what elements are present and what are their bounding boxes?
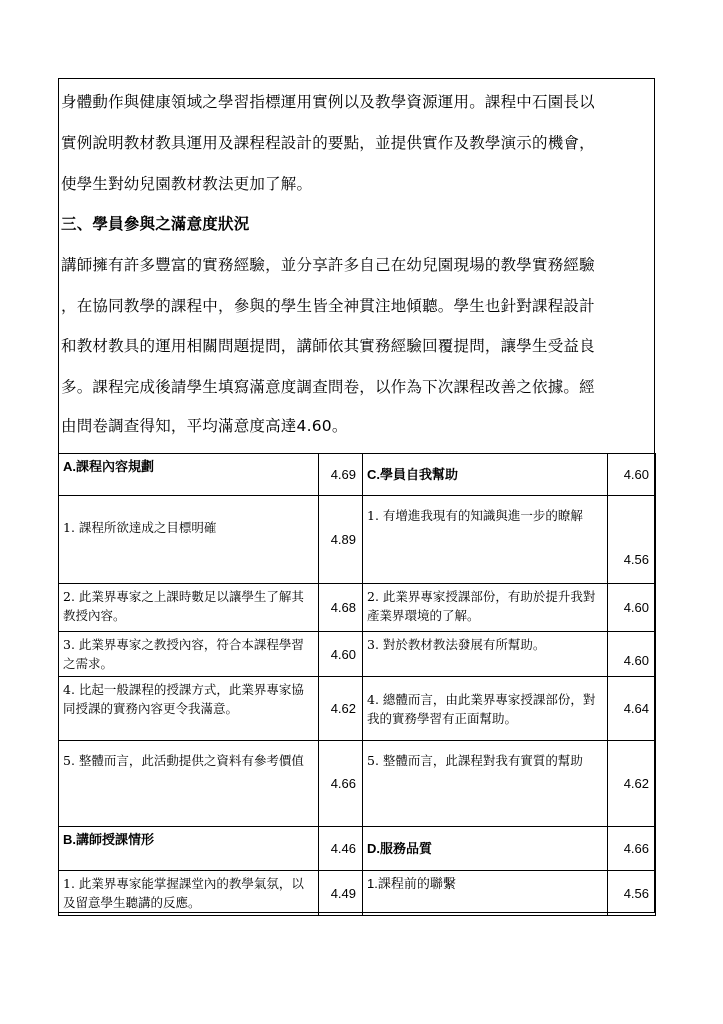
item-b1-score: 4.49 — [319, 871, 363, 916]
paragraph1-line1: 身體動作與健康領域之學習指標運用實例以及教學資源運用。課程中石園長以 — [61, 93, 595, 111]
paragraph1-line2: 實例說明教材教具運用及課程程設計的要點，並提供實作及教學演示的機會， — [61, 134, 595, 152]
item-c1-text: 1. 有增進我現有的知識與進一步的瞭解 — [363, 496, 608, 584]
item-a3-text: 3. 此業界專家之教授內容，符合本課程學習之需求。 — [59, 632, 319, 677]
category-a-score: 4.69 — [319, 454, 363, 496]
category-c-label: C.學員自我幫助 — [363, 454, 608, 496]
item-a5-text: 5. 整體而言，此活動提供之資料有參考價值 — [59, 741, 319, 827]
item-d1-text: 1.課程前的聯繫 — [363, 871, 608, 916]
item-d1-score: 4.56 — [608, 871, 656, 916]
paragraph2-line5: 由問卷調查得知，平均滿意度高達4.60。 — [61, 417, 348, 435]
paragraph2-line3: 和教材教具的運用相關問題提問，講師依其實務經驗回覆提問，讓學生受益良 — [61, 337, 595, 355]
category-d-label: D.服務品質 — [363, 827, 608, 871]
item-a5-score: 4.66 — [319, 741, 363, 827]
item-c2-score: 4.60 — [608, 584, 656, 632]
paragraph2-line1: 講師擁有許多豐富的實務經驗，並分享許多自己在幼兒園現場的教學實務經驗 — [61, 256, 595, 274]
paragraph2-line2: ，在協同教學的課程中，參與的學生皆全神貫注地傾聽。學生也針對課程設計 — [61, 297, 595, 315]
item-c3-score: 4.60 — [608, 632, 656, 677]
item-c3-text: 3. 對於教材教法發展有所幫助。 — [363, 632, 608, 677]
section-title: 三、學員參與之滿意度狀況 — [61, 215, 250, 233]
category-a-label: A.課程內容規劃 — [59, 454, 319, 496]
category-d-score: 4.66 — [608, 827, 656, 871]
item-b1-text: 1. 此業界專家能掌握課堂內的教學氣氛，以及留意學生聽講的反應。 — [59, 871, 319, 916]
item-a1-score: 4.89 — [319, 496, 363, 584]
category-b-label: B.講師授課情形 — [59, 827, 319, 871]
category-b-score: 4.46 — [319, 827, 363, 871]
item-a4-score: 4.62 — [319, 677, 363, 741]
paragraph2-line4: 多。課程完成後請學生填寫滿意度調查問卷，以作為下次課程改善之依據。經 — [61, 378, 595, 396]
item-c1-score: 4.56 — [608, 496, 656, 584]
item-c4-score: 4.64 — [608, 677, 656, 741]
item-a4-text: 4. 比起一般課程的授課方式，此業界專家協同授課的實務內容更令我滿意。 — [59, 677, 319, 741]
item-a3-score: 4.60 — [319, 632, 363, 677]
item-c2-text: 2. 此業界專家授課部份，有助於提升我對產業界環境的了解。 — [363, 584, 608, 632]
paragraph1-line3: 使學生對幼兒園教材教法更加了解。 — [61, 175, 313, 193]
category-c-score: 4.60 — [608, 454, 656, 496]
item-c5-score: 4.62 — [608, 741, 656, 827]
item-c4-text: 4. 總體而言，由此業界專家授課部份，對我的實務學習有正面幫助。 — [363, 677, 608, 741]
item-a2-score: 4.68 — [319, 584, 363, 632]
item-a1-text: 1. 課程所欲達成之目標明確 — [59, 496, 319, 584]
item-c5-text: 5. 整體而言，此課程對我有實質的幫助 — [363, 741, 608, 827]
satisfaction-table — [58, 453, 656, 916]
item-a2-text: 2. 此業界專家之上課時數足以讓學生了解其教授內容。 — [59, 584, 319, 632]
